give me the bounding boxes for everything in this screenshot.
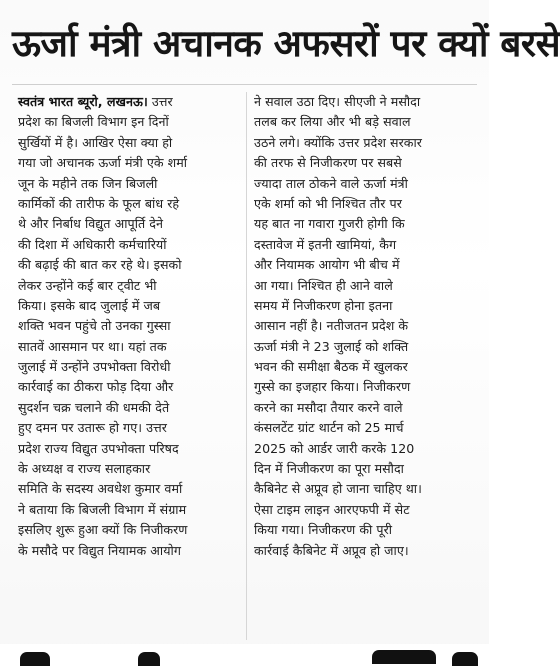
article-line: हुए दमन पर उतारू हो गए। उत्तर bbox=[18, 420, 167, 436]
article-line: भवन की समीक्षा बैठक में खुलकर bbox=[254, 359, 408, 375]
cropped-glyph bbox=[372, 650, 436, 664]
article-line: ज्यादा ताल ठोकने वाले ऊर्जा मंत्री bbox=[254, 175, 408, 191]
article-line: कंसलटेंट ग्रांट थार्टन को 25 मार्च bbox=[254, 420, 404, 436]
article-line: गुस्से का इजहार किया। निजीकरण bbox=[254, 379, 411, 395]
column-divider bbox=[246, 92, 247, 640]
article-line: कार्रवाई का ठीकरा फोड़ दिया और bbox=[18, 379, 174, 395]
article-line: की दिशा में अधिकारी कर्मचारियों bbox=[18, 236, 167, 252]
article-line: 2025 को आर्डर जारी करके 120 bbox=[254, 440, 415, 456]
article-line bbox=[18, 92, 242, 112]
article-line: ऐसा टाइम लाइन आरएफपी में सेट bbox=[254, 501, 410, 517]
article-line: जुलाई में उन्होंने उपभोक्ता विरोधी bbox=[18, 359, 171, 375]
article-line: दिन में निजीकरण का पूरा मसौदा bbox=[254, 461, 404, 477]
article-line: एके शर्मा को भी निश्चित तौर पर bbox=[254, 195, 402, 211]
article-line: सातवें आसमान पर था। यहां तक bbox=[18, 338, 167, 354]
article-line: किया। इसके बाद जुलाई में जब bbox=[18, 297, 161, 313]
article-line-text: उत्तर bbox=[147, 94, 173, 109]
article-line: तलब कर लिया और भी बड़े सवाल bbox=[254, 114, 411, 130]
article-line: कार्मिकों की तारीफ के फूल बांध रहे bbox=[18, 195, 180, 211]
article-line: समिति के सदस्य अवधेश कुमार वर्मा bbox=[18, 481, 183, 497]
article-line: कार्रवाई कैबिनेट में अप्रूव हो जाए। bbox=[254, 542, 409, 558]
cropped-glyph bbox=[452, 652, 478, 666]
article-line: उठने लगे। क्योंकि उत्तर प्रदेश सरकार bbox=[254, 134, 422, 150]
headline-rule bbox=[12, 84, 477, 85]
article-line: जून के महीने तक जिन बिजली bbox=[18, 175, 158, 191]
cropped-next-headline bbox=[0, 644, 489, 666]
article-line: प्रदेश का बिजली विभाग इन दिनों bbox=[18, 114, 169, 130]
article-line: के मसौदे पर विद्युत नियामक आयोग bbox=[18, 542, 181, 558]
article-column-right bbox=[254, 92, 480, 561]
cropped-glyph bbox=[138, 652, 160, 666]
article-line: आसान नहीं है। नतीजतन प्रदेश के bbox=[254, 318, 409, 334]
article-line: यह बात ना गवारा गुजरी होगी कि bbox=[254, 216, 405, 232]
article-line: सुर्खियों में है। आखिर ऐसा क्या हो bbox=[18, 134, 173, 150]
article-line: शक्ति भवन पहुंचे तो उनका गुस्सा bbox=[18, 318, 171, 334]
article-line: लेकर उन्होंने कई बार ट्वीट भी bbox=[18, 277, 157, 293]
article-line: किया गया। निजीकरण की पूरी bbox=[254, 522, 393, 538]
article-line: ने सवाल उठा दिए। सीएजी ने मसौदा bbox=[254, 94, 421, 109]
article-line: इसलिए शुरू हुआ क्यों कि निजीकरण bbox=[18, 522, 188, 538]
article-line: गया जो अचानक ऊर्जा मंत्री एके शर्मा bbox=[18, 155, 188, 171]
article-line: कैबिनेट से अप्रूव हो जाना चाहिए था। bbox=[254, 481, 422, 497]
article-line: सुदर्शन चक्र चलाने की धमकी देते bbox=[18, 399, 170, 415]
article-line: करने का मसौदा तैयार करने वाले bbox=[254, 399, 403, 415]
article-line: थे और निर्बाध विद्युत आपूर्ति देने bbox=[18, 216, 164, 232]
article-line: समय में निजीकरण होना इतना bbox=[254, 297, 393, 313]
cropped-glyph bbox=[20, 652, 50, 666]
article-column-left bbox=[18, 92, 242, 561]
article-byline: स्वतंत्र भारत ब्यूरो, लखनऊ। bbox=[18, 94, 148, 109]
article-line: के अध्यक्ष व राज्य सलाहकार bbox=[18, 461, 151, 477]
article-line: ने बताया कि बिजली विभाग में संग्राम bbox=[18, 501, 187, 517]
article-line: की बढ़ाई की बात कर रहे थे। इसको bbox=[18, 257, 182, 273]
article-line: और नियामक आयोग भी बीच में bbox=[254, 257, 400, 273]
article-headline: ऊर्जा मंत्री अचानक अफसरों पर क्यों बरसे bbox=[12, 22, 560, 65]
article-line: ऊर्जा मंत्री ने 23 जुलाई को शक्ति bbox=[254, 338, 409, 354]
article-line: प्रदेश राज्य विद्युत उपभोक्ता परिषद bbox=[18, 440, 179, 456]
article-line: दस्तावेज में इतनी खामियां, कैग bbox=[254, 236, 397, 252]
article-line: की तरफ से निजीकरण पर सबसे bbox=[254, 155, 402, 171]
article-line: आ गया। निश्चित ही आने वाले bbox=[254, 277, 393, 293]
